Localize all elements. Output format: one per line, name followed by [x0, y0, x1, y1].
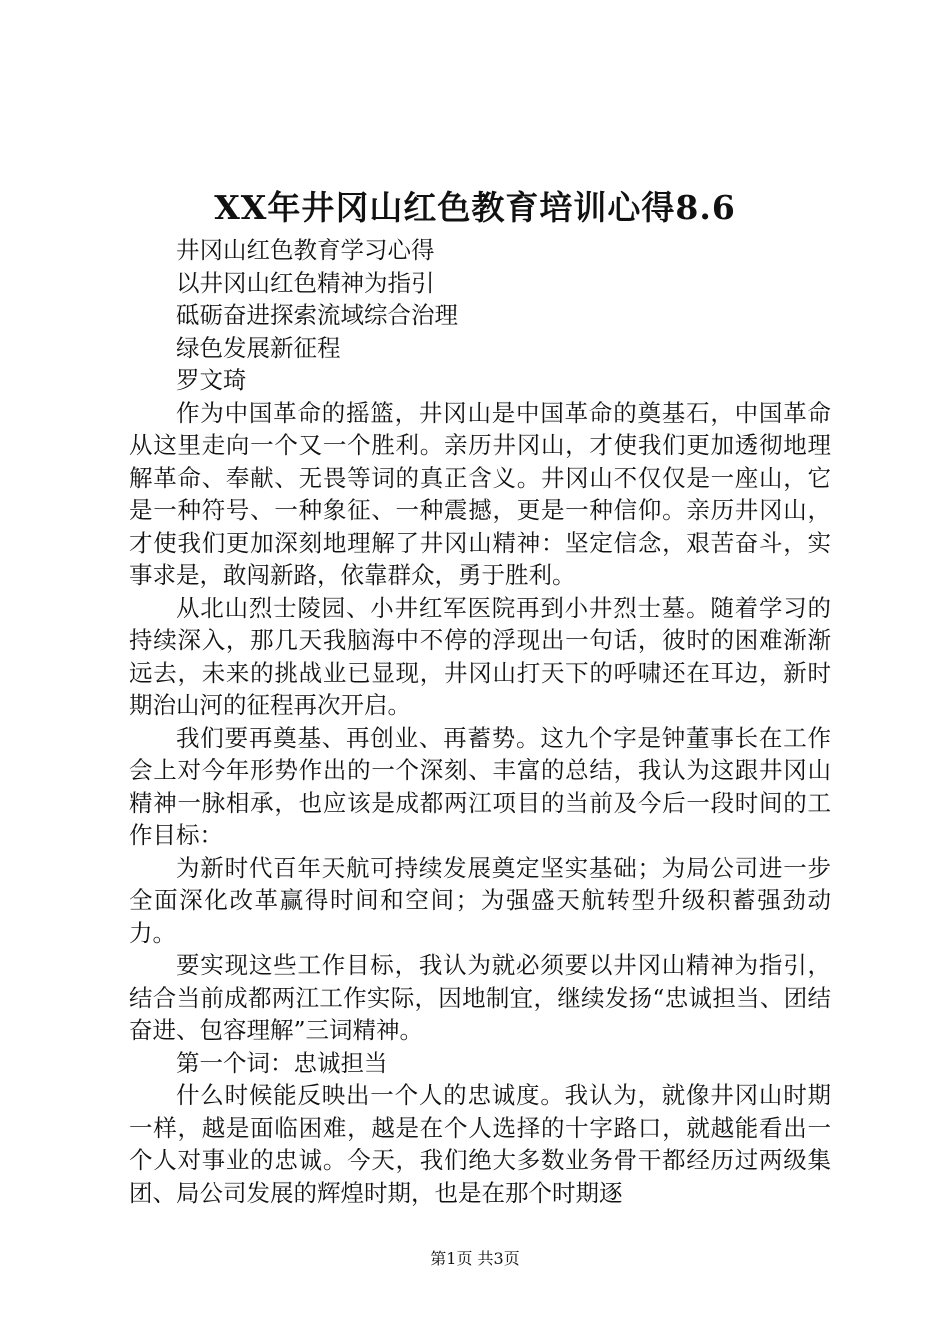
body-paragraph: 我们要再奠基、再创业、再蓄势。这九个字是钟董事长在工作会上对今年形势作出的一个深刻、丰富的总结，我认为这跟井冈山精神一脉相承，也应该是成都两江项目的当前及今后一段时间的工作目标： [129, 723, 831, 849]
body-paragraph: 什么时候能反映出一个人的忠诚度。我认为，就像井冈山时期一样，越是面临困难，越是在个人选择的十字路口，就越能看出一个人对事业的忠诚。今天，我们绝大多数业务骨干都经历过两级集团、局公司发展的辉煌时期，也是在那个时期逐 [129, 1081, 831, 1207]
subtitle-line: 绿色发展新征程 [176, 333, 341, 362]
document-title: XX年井冈山红色教育培训心得8.6 [214, 188, 736, 227]
subtitle-line: 井冈山红色教育学习心得 [176, 236, 435, 264]
section-heading: 第一个词：忠诚担当 [176, 1048, 388, 1077]
body-paragraph: 为新时代百年天航可持续发展奠定坚实基础；为局公司进一步全面深化改革赢得时间和空间；为强盛天航转型升级积蓄强劲动力。 [129, 853, 831, 947]
page-footer: 第1页 共3页 [430, 1249, 520, 1268]
author-name: 罗文琦 [176, 366, 247, 394]
document-body [129, 234, 831, 1209]
body-paragraph: 从北山烈士陵园、小井红军医院再到小井烈士墓。随着学习的持续深入，那几天我脑海中不停的浮现出一句话，彼时的困难渐渐远去，未来的挑战业已显现，井冈山打天下的呼啸还在耳边，新时期治山河的征程再次开启。 [129, 593, 831, 719]
subtitle-line: 砥砺奋进探索流域综合治理 [176, 301, 458, 329]
body-paragraph: 要实现这些工作目标，我认为就必须要以井冈山精神为指引，结合当前成都两江工作实际，因地制宜，继续发扬“忠诚担当、团结奋进、包容理解”三词精神。 [129, 951, 831, 1044]
subtitle-line: 以井冈山红色精神为指引 [176, 268, 435, 297]
body-paragraph: 作为中国革命的摇篮，井冈山是中国革命的奠基石，中国革命从这里走向一个又一个胜利。亲历井冈山，才使我们更加透彻地理解革命、奉献、无畏等词的真正含义。井冈山不仅仅是一座山，它是一种符号、一种象征、一种震撼，更是一种信仰。亲历井冈山，才使我们更加深刻地理解了井冈山精神：坚定信念，艰苦奋斗，实事求是，敢闯新路，依靠群众，勇于胜利。 [129, 398, 831, 589]
